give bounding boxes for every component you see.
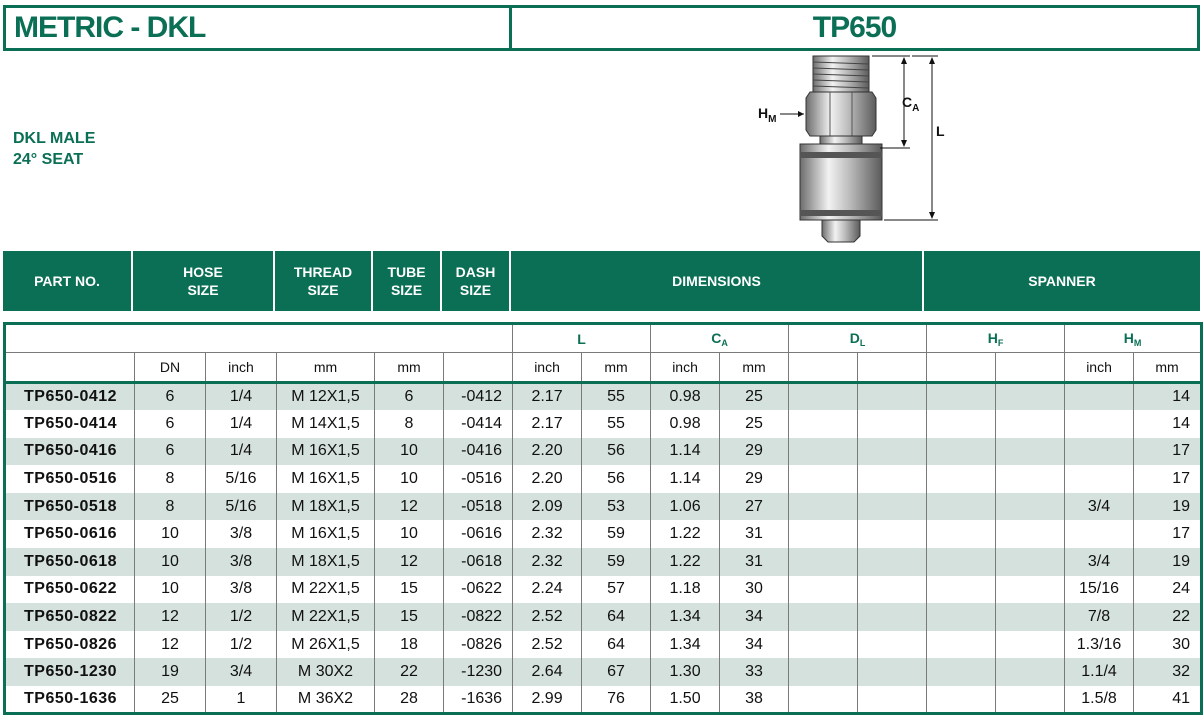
cell-l-mm: 76 (582, 686, 651, 714)
sub-hf: $H_F$ (927, 324, 1065, 353)
l-label: L (936, 123, 945, 139)
cell-l-mm: 59 (582, 520, 651, 548)
cell-empty (996, 383, 1065, 411)
cell-empty (858, 438, 927, 466)
cell-dash: -0826 (444, 631, 513, 659)
cell-dn: 12 (135, 603, 206, 631)
cell-l-mm: 64 (582, 603, 651, 631)
series-title: METRIC - DKL (3, 5, 512, 51)
cell-hm-mm: 19 (1134, 493, 1202, 521)
cell-tube: 10 (375, 520, 444, 548)
cell-empty (858, 410, 927, 438)
cell-dn: 6 (135, 410, 206, 438)
cell-empty (789, 438, 858, 466)
cell-empty (789, 465, 858, 493)
cell-part: TP650-0822 (5, 603, 135, 631)
cell-dash: -0616 (444, 520, 513, 548)
cell-ca-mm: 29 (720, 465, 789, 493)
cell-tube: 12 (375, 548, 444, 576)
cell-l-inch: 2.20 (513, 438, 582, 466)
cell-empty (996, 493, 1065, 521)
unit-hm-mm: mm (1134, 353, 1202, 383)
cell-ca-inch: 1.34 (651, 631, 720, 659)
cell-l-inch: 2.17 (513, 410, 582, 438)
cell-empty (858, 658, 927, 686)
cell-empty (858, 383, 927, 411)
cell-dn: 8 (135, 465, 206, 493)
cell-hm-mm: 14 (1134, 410, 1202, 438)
cell-inch: 3/8 (206, 548, 277, 576)
cell-part: TP650-0826 (24, 635, 118, 653)
cell-ca-inch: 1.22 (651, 548, 720, 576)
hose-tail (822, 220, 860, 242)
table-header-band (3, 251, 1200, 311)
cell-empty (858, 631, 927, 659)
table-row (5, 410, 1202, 438)
col-spanner: SPANNER (1028, 273, 1096, 289)
sub-ca: $C_A$ (651, 324, 789, 353)
hex-nut (806, 92, 876, 136)
cell-thread: M 16X1,5 (277, 438, 375, 466)
cell-hm-inch (1065, 410, 1134, 438)
ferrule (800, 144, 882, 220)
cell-hm-inch (1065, 520, 1134, 548)
cell-ca-mm: 25 (720, 383, 789, 411)
unit-ca-inch: inch (651, 353, 720, 383)
cell-ca-inch: 1.06 (651, 493, 720, 521)
cell-thread: M 22X1,5 (277, 603, 375, 631)
cell-part: TP650-0416 (5, 438, 135, 466)
cell-hm-mm: 30 (1134, 631, 1202, 659)
cell-empty (789, 520, 858, 548)
cell-part: TP650-0622 (24, 580, 118, 598)
cell-hm-inch: 1.1/4 (1065, 658, 1134, 686)
cell-inch: 3/8 (206, 520, 277, 548)
table-row (5, 465, 1202, 493)
cell-l-inch: 2.24 (513, 576, 582, 604)
cell-dash: -0618 (444, 548, 513, 576)
sub-hm: $H_M$ (1065, 324, 1202, 353)
cell-hm-inch (1065, 465, 1134, 493)
cell-hm-mm: 17 (1134, 438, 1202, 466)
table-row (5, 576, 1202, 604)
cell-empty (789, 548, 858, 576)
table-row (5, 631, 1202, 659)
unit-dn: DN (135, 353, 206, 383)
cell-inch: 1/4 (206, 438, 277, 466)
description-line-2: 24° SEAT (13, 151, 84, 168)
cell-tube: 15 (375, 576, 444, 604)
cell-thread: M 30X2 (277, 658, 375, 686)
table-row (5, 658, 1202, 686)
cell-empty (858, 603, 927, 631)
cell-empty (996, 603, 1065, 631)
cell-inch: 3/4 (206, 658, 277, 686)
cell-empty (789, 631, 858, 659)
cell-empty (858, 548, 927, 576)
cell-hm-mm: 24 (1134, 576, 1202, 604)
cell-l-inch: 2.52 (513, 603, 582, 631)
cell-empty (996, 658, 1065, 686)
cell-thread: M 14X1,5 (277, 410, 375, 438)
cell-empty (927, 410, 996, 438)
cell-ca-mm: 30 (720, 576, 789, 604)
unit-tube-mm: mm (375, 353, 444, 383)
cell-ca-inch: 1.50 (651, 686, 720, 714)
cell-dash: -0412 (444, 383, 513, 411)
cell-hm-inch: 1.3/16 (1065, 631, 1134, 659)
col-thread-size: THREAD SIZE (275, 251, 373, 311)
cell-inch: 1/4 (206, 410, 277, 438)
cell-l-mm: 56 (582, 465, 651, 493)
col-dimensions: DIMENSIONS (511, 251, 924, 311)
table-row (5, 493, 1202, 521)
cell-tube: 15 (375, 603, 444, 631)
cell-hm-mm: 14 (1134, 383, 1202, 411)
cell-empty (789, 383, 858, 411)
cell-dash: -0516 (444, 465, 513, 493)
cell-ca-mm: 31 (720, 548, 789, 576)
unit-thread-mm: mm (277, 353, 375, 383)
cell-hm-mm: 22 (1134, 603, 1202, 631)
cell-l-mm: 67 (582, 658, 651, 686)
cell-tube: 10 (375, 465, 444, 493)
cell-tube: 18 (375, 631, 444, 659)
cell-empty (996, 438, 1065, 466)
cell-l-inch: 2.17 (513, 383, 582, 411)
cell-empty (789, 686, 858, 714)
cell-thread: M 16X1,5 (277, 465, 375, 493)
cell-ca-mm: 31 (720, 520, 789, 548)
cell-dn: 6 (135, 383, 206, 411)
cell-hm-inch: 7/8 (1065, 603, 1134, 631)
cell-empty (927, 465, 996, 493)
cell-part: TP650-1636 (24, 690, 118, 708)
cell-part: TP650-0412 (5, 383, 135, 411)
cell-tube: 8 (375, 410, 444, 438)
cell-part: TP650-1230 (5, 658, 135, 686)
cell-inch: 5/16 (206, 465, 277, 493)
cell-ca-mm: 34 (720, 603, 789, 631)
cell-empty (858, 576, 927, 604)
hm-label: $H_M$ (758, 105, 777, 125)
thread-section (813, 56, 869, 92)
cell-inch: 5/16 (206, 493, 277, 521)
cell-hm-inch (1065, 438, 1134, 466)
cell-ca-inch: 1.18 (651, 576, 720, 604)
cell-inch: 3/8 (206, 576, 277, 604)
cell-empty (927, 576, 996, 604)
cell-empty (996, 631, 1065, 659)
parts-table (3, 322, 1203, 715)
cell-thread: M 18X1,5 (277, 493, 375, 521)
cell-dn: 19 (135, 658, 206, 686)
cell-empty (927, 438, 996, 466)
cell-part: TP650-0516 (24, 470, 118, 488)
cell-dn: 10 (135, 576, 206, 604)
cell-hm-inch (1065, 383, 1134, 411)
table-row (5, 603, 1202, 631)
cell-hm-inch: 1.5/8 (1065, 686, 1134, 714)
cell-empty (927, 383, 996, 411)
fitting-drawing (740, 52, 970, 247)
cell-part: TP650-0518 (5, 493, 135, 521)
description-line-1: DKL MALE (13, 130, 96, 147)
cell-l-inch: 2.32 (513, 520, 582, 548)
cell-hm-inch: 3/4 (1065, 548, 1134, 576)
cell-hm-mm: 19 (1134, 548, 1202, 576)
cell-ca-inch: 0.98 (651, 383, 720, 411)
cell-empty (927, 658, 996, 686)
cell-inch: 1/2 (206, 631, 277, 659)
cell-tube: 6 (375, 383, 444, 411)
unit-hm-inch: inch (1065, 353, 1134, 383)
ca-label: $C_A$ (902, 94, 920, 114)
unit-l-mm: mm (582, 353, 651, 383)
col-hose-size: HOSE SIZE (133, 251, 275, 311)
table-row (5, 520, 1202, 548)
cell-l-mm: 55 (582, 383, 651, 411)
cell-ca-inch: 1.30 (651, 658, 720, 686)
cell-empty (927, 548, 996, 576)
cell-hm-inch: 15/16 (1065, 576, 1134, 604)
cell-part: TP650-0414 (24, 414, 118, 432)
product-title: TP650 (512, 5, 1200, 51)
cell-thread: M 22X1,5 (277, 576, 375, 604)
cell-l-mm: 57 (582, 576, 651, 604)
cell-dn: 10 (135, 548, 206, 576)
cell-l-mm: 64 (582, 631, 651, 659)
cell-dn: 25 (135, 686, 206, 714)
cell-l-inch: 2.09 (513, 493, 582, 521)
cell-empty (858, 493, 927, 521)
table-row (5, 548, 1202, 576)
cell-empty (996, 465, 1065, 493)
cell-empty (789, 603, 858, 631)
cell-dn: 8 (135, 493, 206, 521)
cell-empty (927, 520, 996, 548)
cell-empty (927, 493, 996, 521)
cell-ca-mm: 34 (720, 631, 789, 659)
cell-thread: M 16X1,5 (277, 520, 375, 548)
cell-ca-mm: 25 (720, 410, 789, 438)
col-dash-size: DASH SIZE (442, 251, 511, 311)
cell-l-inch: 2.52 (513, 631, 582, 659)
cell-tube: 10 (375, 438, 444, 466)
cell-empty (858, 520, 927, 548)
sub-l: L (513, 324, 651, 353)
cell-dn: 6 (135, 438, 206, 466)
cell-dash: -0414 (444, 410, 513, 438)
cell-empty (858, 686, 927, 714)
cell-ca-mm: 33 (720, 658, 789, 686)
cell-l-mm: 56 (582, 438, 651, 466)
cell-dash: -0622 (444, 576, 513, 604)
cell-l-inch: 2.20 (513, 465, 582, 493)
cell-ca-mm: 38 (720, 686, 789, 714)
parts-table-body (5, 383, 1202, 714)
cell-empty (789, 658, 858, 686)
col-part-no: PART NO. (3, 251, 133, 311)
cell-ca-inch: 1.14 (651, 465, 720, 493)
cell-inch: 1/4 (206, 383, 277, 411)
fitting-description (13, 128, 95, 170)
table-row (5, 438, 1202, 466)
cell-empty (927, 603, 996, 631)
cell-dash: -0822 (444, 603, 513, 631)
cell-l-inch: 2.32 (513, 548, 582, 576)
cell-empty (789, 410, 858, 438)
cell-tube: 12 (375, 493, 444, 521)
cell-l-inch: 2.64 (513, 658, 582, 686)
table-row (5, 686, 1202, 714)
cell-dash: -0416 (444, 438, 513, 466)
cell-hm-mm: 41 (1134, 686, 1202, 714)
cell-dash: -1230 (444, 658, 513, 686)
cell-l-mm: 53 (582, 493, 651, 521)
cell-tube: 22 (375, 658, 444, 686)
sub-dl: $D_L$ (789, 324, 927, 353)
dimension-subheader-row (5, 324, 1202, 353)
neck (820, 136, 862, 144)
title-bar (3, 5, 1200, 51)
cell-l-mm: 59 (582, 548, 651, 576)
cell-thread: M 12X1,5 (277, 383, 375, 411)
cell-empty (996, 410, 1065, 438)
cell-hm-mm: 17 (1134, 465, 1202, 493)
unit-hose-inch: inch (206, 353, 277, 383)
cell-thread: M 26X1,5 (277, 631, 375, 659)
cell-empty (927, 686, 996, 714)
cell-thread: M 36X2 (277, 686, 375, 714)
cell-dn: 10 (135, 520, 206, 548)
cell-ca-inch: 1.34 (651, 603, 720, 631)
cell-l-inch: 2.99 (513, 686, 582, 714)
cell-ca-inch: 1.14 (651, 438, 720, 466)
cell-empty (996, 548, 1065, 576)
cell-empty (927, 631, 996, 659)
cell-inch: 1 (206, 686, 277, 714)
cell-ca-mm: 27 (720, 493, 789, 521)
unit-ca-mm: mm (720, 353, 789, 383)
col-tube-size: TUBE SIZE (373, 251, 442, 311)
cell-hm-mm: 32 (1134, 658, 1202, 686)
cell-hm-inch: 3/4 (1065, 493, 1134, 521)
cell-tube: 28 (375, 686, 444, 714)
cell-empty (858, 465, 927, 493)
cell-empty (789, 576, 858, 604)
cell-empty (996, 520, 1065, 548)
cell-part: TP650-0618 (5, 548, 135, 576)
cell-dash: -1636 (444, 686, 513, 714)
cell-part: TP650-0616 (24, 525, 118, 543)
cell-ca-mm: 29 (720, 438, 789, 466)
cell-dn: 12 (135, 631, 206, 659)
cell-inch: 1/2 (206, 603, 277, 631)
units-row (5, 353, 1202, 383)
cell-ca-inch: 1.22 (651, 520, 720, 548)
cell-empty (996, 686, 1065, 714)
cell-dash: -0518 (444, 493, 513, 521)
cell-ca-inch: 0.98 (651, 410, 720, 438)
cell-empty (996, 576, 1065, 604)
cell-l-mm: 55 (582, 410, 651, 438)
cell-thread: M 18X1,5 (277, 548, 375, 576)
table-row (5, 383, 1202, 411)
cell-empty (789, 493, 858, 521)
unit-l-inch: inch (513, 353, 582, 383)
cell-hm-mm: 17 (1134, 520, 1202, 548)
